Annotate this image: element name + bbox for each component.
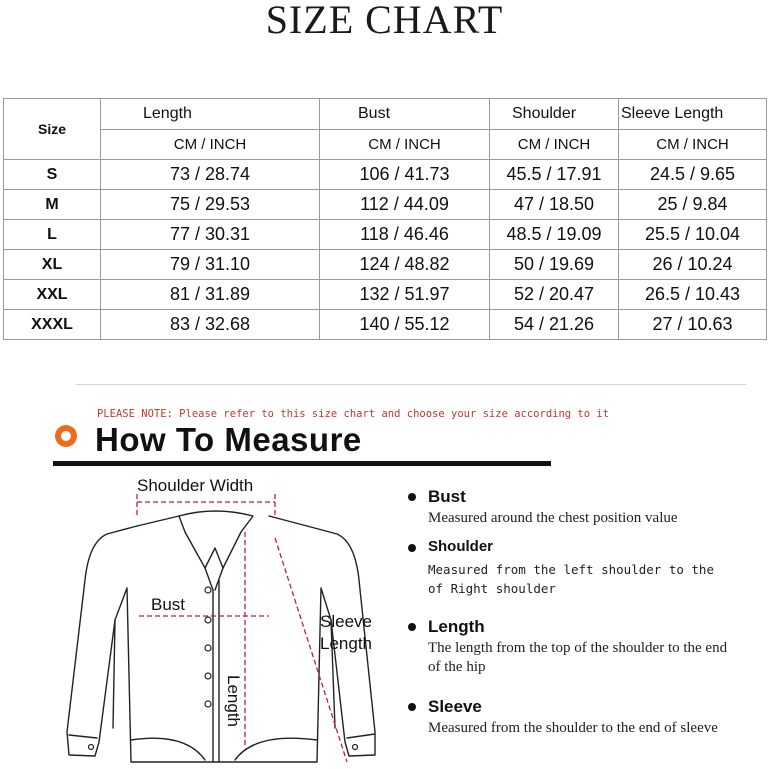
measurement-cell: 79 / 31.10 [101, 250, 320, 280]
table-row [4, 190, 767, 220]
size-cell: XXL [4, 280, 101, 310]
unit-label: CM / INCH [101, 130, 320, 160]
measurement-cell: 118 / 46.46 [320, 220, 490, 250]
page-title: SIZE CHART [265, 0, 504, 42]
sleeve-length-label-line2: Length [320, 634, 372, 653]
section-divider [76, 384, 746, 385]
size-cell: M [4, 190, 101, 220]
bullet-icon [408, 493, 416, 501]
measurement-cell: 45.5 / 17.91 [490, 160, 619, 190]
shoulder-width-label: Shoulder Width [137, 476, 254, 495]
unit-label: CM / INCH [490, 130, 619, 160]
size-chart-table [3, 98, 767, 340]
column-header-shoulder: Shoulder [490, 99, 619, 130]
measurement-cell: 140 / 55.12 [320, 310, 490, 340]
measure-description: The length from the top of the shoulder to the end of the hip [428, 640, 728, 675]
column-header-sleeve-length: Sleeve Length [619, 99, 767, 130]
bust-label: Bust [151, 595, 186, 614]
heading-underline [53, 461, 551, 466]
measurement-cell: 75 / 29.53 [101, 190, 320, 220]
measurement-cell: 83 / 32.68 [101, 310, 320, 340]
measurement-cell: 47 / 18.50 [490, 190, 619, 220]
column-header-length: Length [101, 99, 320, 130]
measurement-cell: 26 / 10.24 [619, 250, 767, 280]
table-row [4, 310, 767, 340]
measure-description: Measured from the shoulder to the end of sleeve [428, 720, 718, 736]
measure-title: Bust [428, 487, 466, 506]
bullet-icon [408, 623, 416, 631]
measurement-cell: 25 / 9.84 [619, 190, 767, 220]
unit-label: CM / INCH [619, 130, 767, 160]
circle-bullet-icon [55, 425, 77, 447]
measurement-cell: 106 / 41.73 [320, 160, 490, 190]
measurement-cell: 77 / 30.31 [101, 220, 320, 250]
measurement-cell: 132 / 51.97 [320, 280, 490, 310]
bullet-icon [408, 544, 416, 552]
size-cell: S [4, 160, 101, 190]
table-row [4, 250, 767, 280]
measure-title: Shoulder [428, 538, 494, 555]
sleeve-length-label-line1: Sleeve [320, 612, 372, 631]
table-row [4, 280, 767, 310]
unit-label: CM / INCH [320, 130, 490, 160]
measure-title: Length [428, 617, 485, 636]
measurement-cell: 27 / 10.63 [619, 310, 767, 340]
measurement-cell: 25.5 / 10.04 [619, 220, 767, 250]
bullet-icon [408, 703, 416, 711]
measure-description: Measured from the left shoulder to the of Right shoulder [428, 562, 714, 596]
measurement-cell: 124 / 48.82 [320, 250, 490, 280]
size-cell: XXXL [4, 310, 101, 340]
shirt-diagram [55, 470, 395, 764]
size-cell: XL [4, 250, 101, 280]
size-cell: L [4, 220, 101, 250]
measurement-cell: 112 / 44.09 [320, 190, 490, 220]
measure-description: Measured around the chest position value [428, 510, 678, 526]
measurement-cell: 73 / 28.74 [101, 160, 320, 190]
measurement-cell: 50 / 19.69 [490, 250, 619, 280]
size-note: PLEASE NOTE: Please refer to this size chart and choose your size according to it [97, 408, 610, 420]
measurement-cell: 24.5 / 9.65 [619, 160, 767, 190]
size-column-header: Size [4, 99, 101, 160]
table-row [4, 160, 767, 190]
measurement-cell: 81 / 31.89 [101, 280, 320, 310]
length-label: Length [224, 675, 243, 727]
measurement-cell: 48.5 / 19.09 [490, 220, 619, 250]
how-to-measure-heading: How To Measure [95, 421, 362, 458]
measurement-cell: 26.5 / 10.43 [619, 280, 767, 310]
measure-title: Sleeve [428, 697, 482, 716]
measurement-cell: 54 / 21.26 [490, 310, 619, 340]
table-row [4, 220, 767, 250]
column-header-bust: Bust [320, 99, 490, 130]
measurement-cell: 52 / 20.47 [490, 280, 619, 310]
